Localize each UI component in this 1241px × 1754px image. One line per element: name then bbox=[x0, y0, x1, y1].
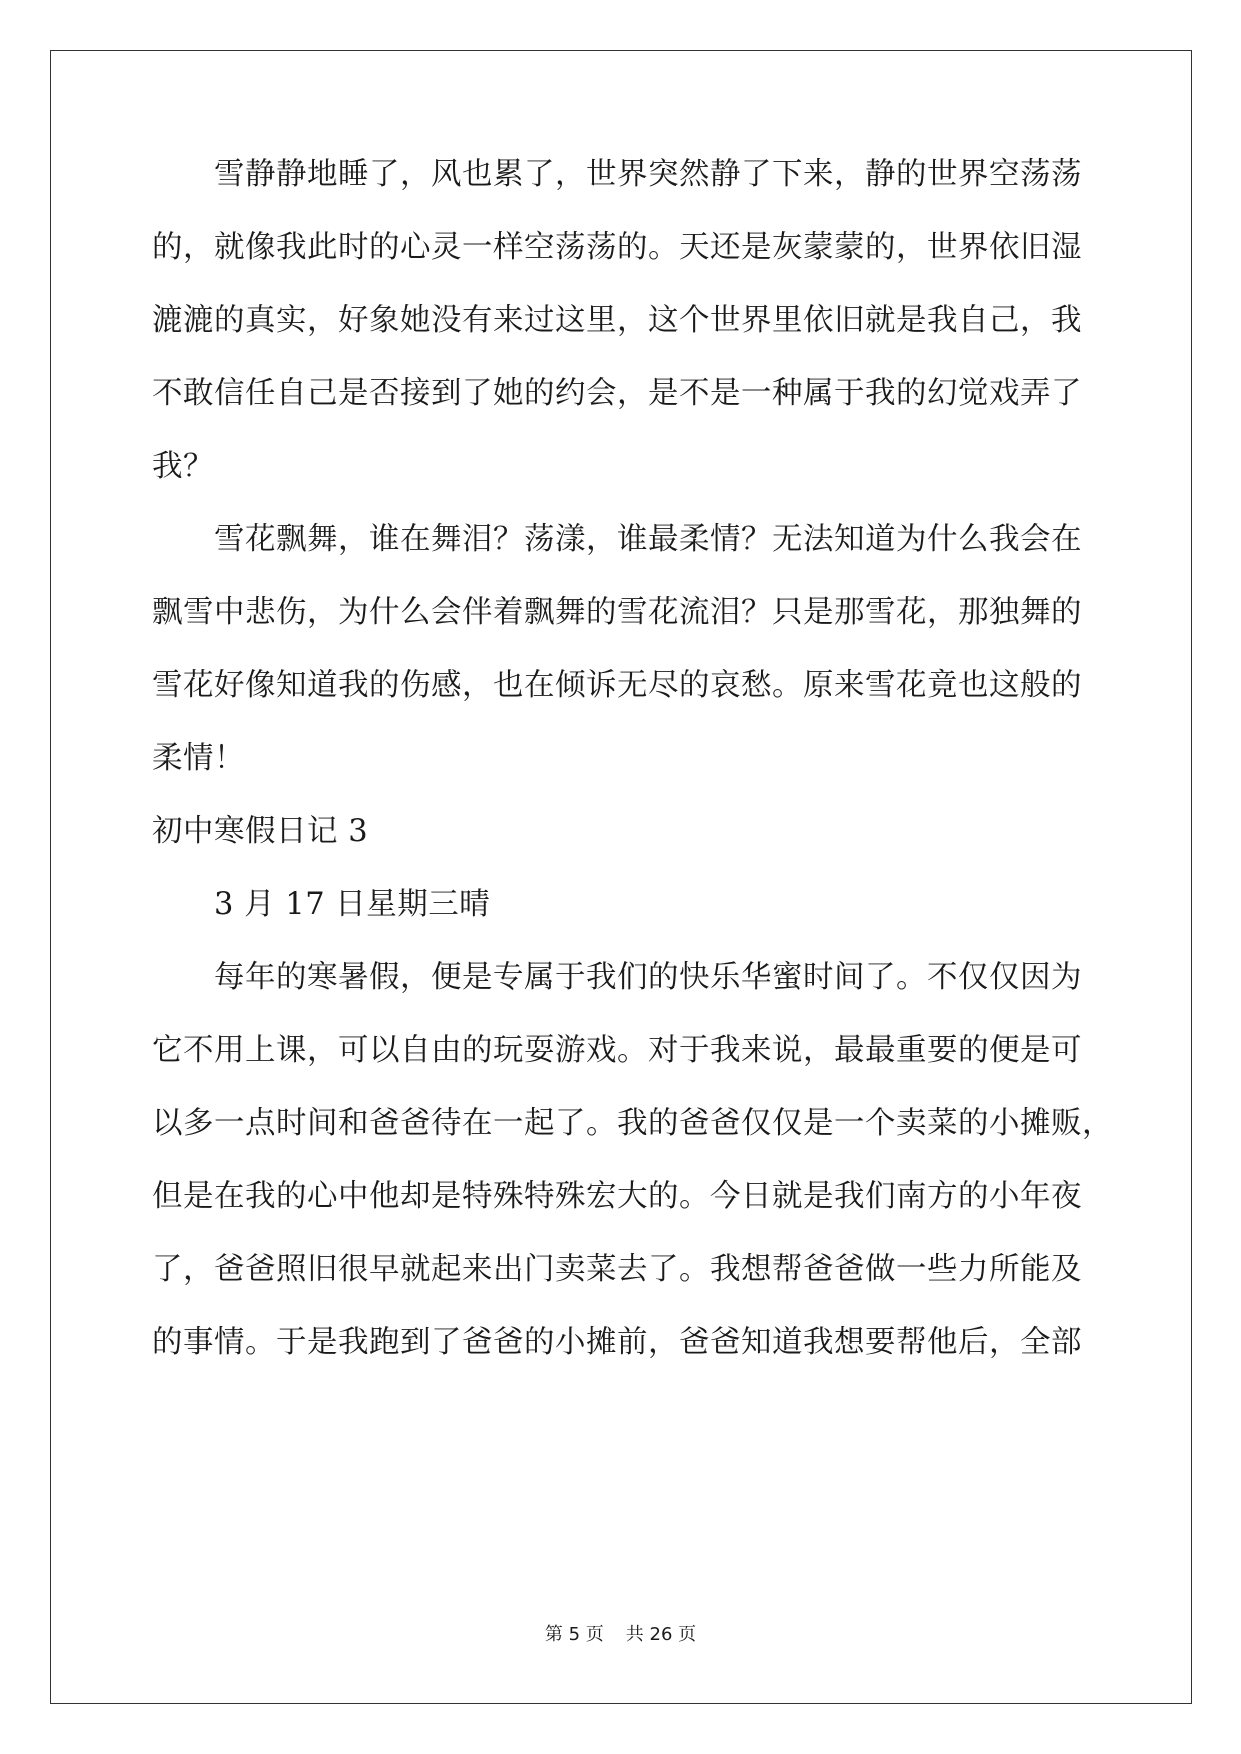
page-number: 第 5 页 bbox=[544, 1624, 604, 1645]
page-footer bbox=[0, 1620, 1241, 1646]
text-line: 雪花飘舞，谁在舞泪？荡漾，谁最柔情？无法知道为什么我会在 bbox=[214, 522, 1082, 557]
text-line: 我？ bbox=[152, 449, 214, 484]
section-heading: 初中寒假日记 3 bbox=[152, 814, 369, 849]
text-line: 了，爸爸照旧很早就起来出门卖菜去了。我想帮爸爸做一些力所能及 bbox=[152, 1252, 1082, 1287]
text-line: 但是在我的心中他却是特殊特殊宏大的。今日就是我们南方的小年夜 bbox=[152, 1179, 1082, 1214]
text-line: 以多一点时间和爸爸待在一起了。我的爸爸仅仅是一个卖菜的小摊贩， bbox=[152, 1106, 1113, 1141]
text-line: 雪静静地睡了，风也累了，世界突然静了下来，静的世界空荡荡 bbox=[214, 157, 1082, 192]
text-line: 飘雪中悲伤，为什么会伴着飘舞的雪花流泪？只是那雪花，那独舞的 bbox=[152, 595, 1082, 630]
text-line: 雪花好像知道我的伤感，也在倾诉无尽的哀愁。原来雪花竟也这般的 bbox=[152, 668, 1082, 703]
text-line: 的事情。于是我跑到了爸爸的小摊前，爸爸知道我想要帮他后，全部 bbox=[152, 1325, 1082, 1360]
text-line: 不敢信任自己是否接到了她的约会，是不是一种属于我的幻觉戏弄了 bbox=[152, 376, 1082, 411]
text-line: 每年的寒暑假，便是专属于我们的快乐华蜜时间了。不仅仅因为 bbox=[214, 960, 1082, 995]
page-total: 共 26 页 bbox=[625, 1624, 697, 1645]
text-line: 它不用上课，可以自由的玩耍游戏。对于我来说，最最重要的便是可 bbox=[152, 1033, 1082, 1068]
text-line: 漉漉的真实，好象她没有来过这里，这个世界里依旧就是我自己，我 bbox=[152, 303, 1082, 338]
date-line: 3 月 17 日星期三晴 bbox=[214, 887, 491, 922]
text-line: 的，就像我此时的心灵一样空荡荡的。天还是灰蒙蒙的，世界依旧湿 bbox=[152, 230, 1082, 265]
text-line: 柔情！ bbox=[152, 741, 245, 776]
